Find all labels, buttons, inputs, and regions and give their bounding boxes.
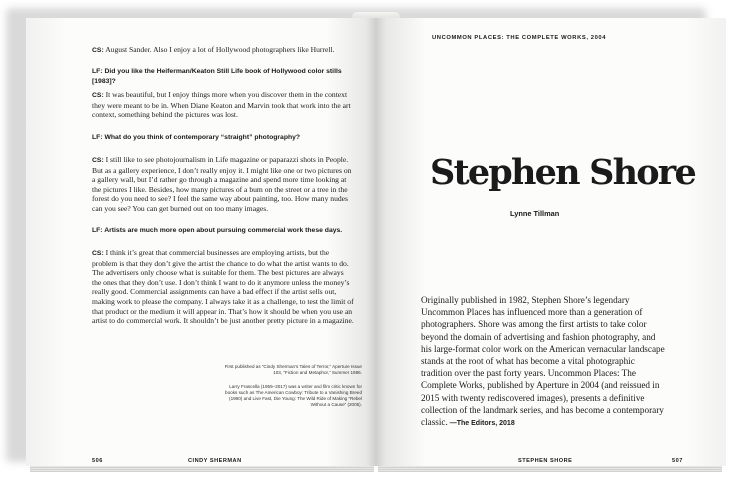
page-footer-title: CINDY SHERMAN [188, 458, 242, 464]
interview-answer: CS: I think it’s great that commercial businesses are employing artists, but the problem is that they don’t give the artist the chance to do what the artist wants to do. The advertisers only choose what is suitable for them. The best pictures are always the ones that they don’t use. I don’t think I want to do it anymore unless the money’s really good. Commercial assignments can have a bad effect if the artist sells out, making work to please the company. I always take it as a challenge, to test the limit of that product or the medium it will appear in. That’s how it should be when you use an artist to do commercial work. It shouldn’t be just another pretty picture in a magazine. [92, 248, 354, 326]
publication-credit: First published as “Cindy Sherman’s Tales of Terror,” Aperture Issue 103, “Fiction and Metaphor,” Summer 1986. [224, 364, 362, 375]
interview-question: LF: Artists are much more open about pursuing commercial work these days. [92, 227, 343, 234]
chapter-author: Lynne Tillman [510, 209, 560, 218]
chapter-title: Stephen Shore [430, 152, 695, 193]
interview-question: LF: Did you like the Heiferman/Keaton Still Life book of Hollywood color stills [1983]? [92, 68, 342, 85]
author-bio: Larry Frascella (1955–2017) was a writer and film critic known for books such as The American Cowboy: Tribute to a Vanishing Breed (1990) and Live Fast, Die Young: The Wild Ride of Making “Rebel Without a Cause” (2005). [225, 384, 362, 407]
running-head: UNCOMMON PLACES: THE COMPLETE WORKS, 2004 [432, 35, 607, 41]
interview-question: LF: What do you think of contemporary “straight” photography? [92, 134, 301, 141]
interview-answer: CS: I still like to see photojournalism in Life magazine or paparazzi shots in People. But as a gallery experience, I don’t really enjoy it. I might like one or two pictures on a gallery wall, but I’d rather go through a magazine and spend more time looking at the pictures I like. Besides, how many pictures of a bum on the street or a tree in the forest do you need to see? I feel the same way about painting, too. How many nudes can you see? You can get burned out on too many images. [92, 155, 352, 213]
page-number: 506 [92, 458, 103, 464]
interview-answer: CS: August Sander. Also I enjoy a lot of Hollywood photographers like Hurrell. [92, 45, 335, 54]
interview-answer: CS: It was beautiful, but I enjoy things more when you discover them in the context they were meant to be in. When Diane Keaton and Marvin took that work into the art context, something behind the pictures was lost. [92, 90, 351, 120]
page-footer-title: STEPHEN SHORE [518, 458, 573, 464]
right-page-edges [378, 466, 722, 472]
page-number: 507 [672, 458, 683, 464]
left-page [26, 18, 376, 466]
editors-signature: —The Editors, 2018 [447, 420, 515, 428]
left-page-edges [30, 466, 374, 472]
intro-paragraph: Originally published in 1982, Stephen Shore’s legendary Uncommon Places has influenced more than a generation of photographers. Shore was among the first artists to take color beyond the domain of advertising and fashion photography, and his large-format color work on the American vernacular landscape stands at the root of what has become a vital photographic tradition over the past forty years. Uncommon Places: The Complete Works, published by Aperture in 2004 (and reissued in 2015 with twenty rediscovered images), presents a definitive collection of the landmark series, and has become a contemporary classic. —The Editors, 2018 [421, 295, 665, 428]
